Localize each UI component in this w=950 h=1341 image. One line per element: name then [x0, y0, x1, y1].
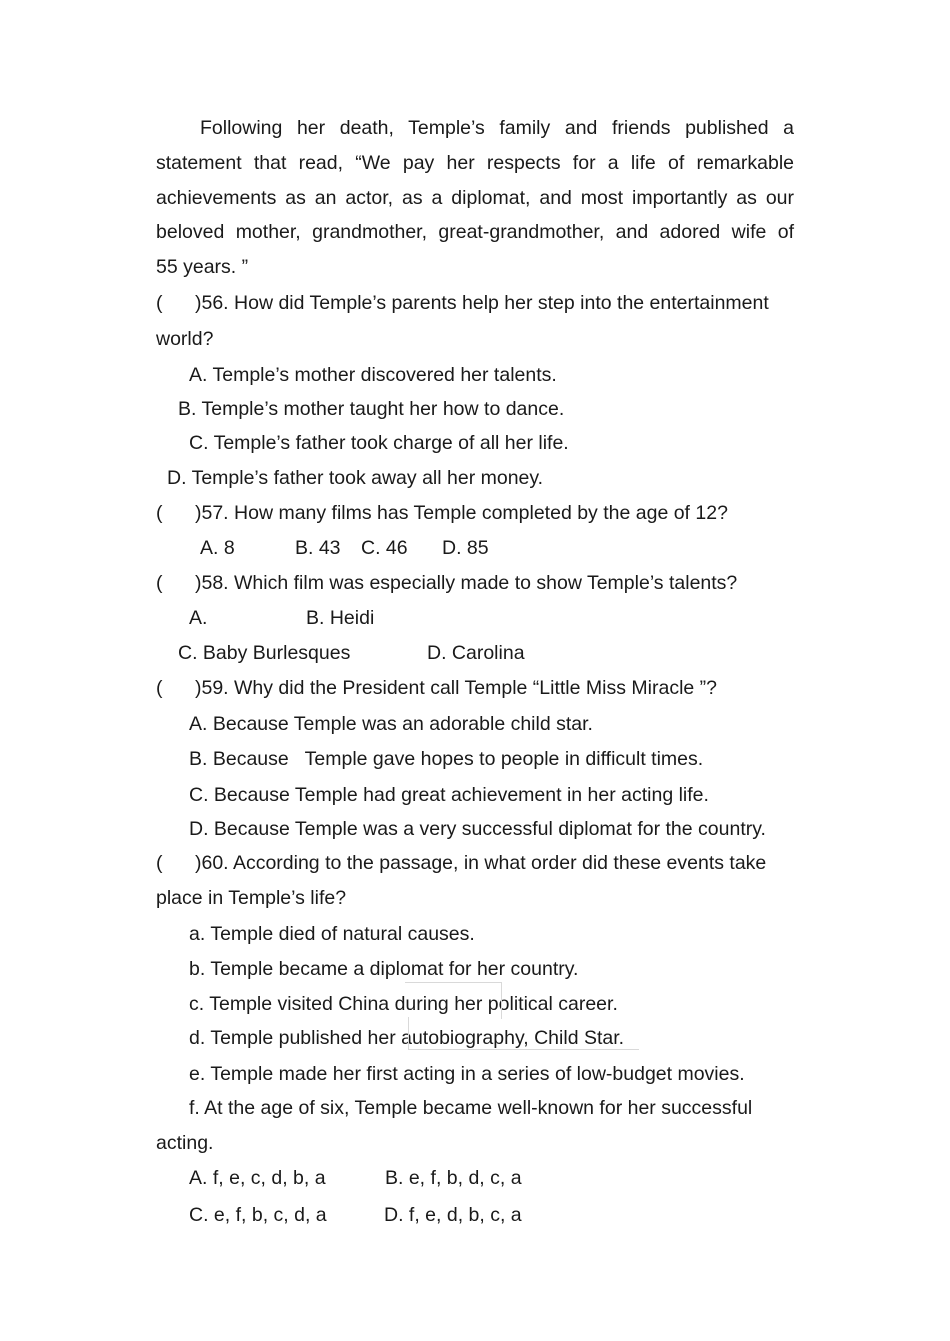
question-57-stem: ( )57. How many films has Temple completed by the age of 12?: [156, 502, 728, 524]
passage-line-4: beloved mother, grandmother, great-grandmother, and adored wife of: [156, 221, 794, 243]
question-58-option-b: B. Heidi: [306, 607, 375, 629]
question-58-stem: ( )58. Which film was especially made to show Temple’s talents?: [156, 572, 738, 594]
passage-line-5: 55 years. ”: [156, 256, 249, 278]
question-58-option-d: D. Carolina: [427, 642, 525, 664]
question-59-option-b: B. Because Temple gave hopes to people in difficult times.: [189, 748, 704, 770]
question-59-stem: ( )59. Why did the President call Temple “Little Miss Miracle ”?: [156, 677, 717, 699]
question-56-option-b: B. Temple’s mother taught her how to dance.: [178, 398, 565, 420]
question-60-event-f: f. At the age of six, Temple became well-known for her successful: [189, 1097, 753, 1119]
question-60-option-d: D. f, e, d, b, c, a: [384, 1204, 522, 1226]
question-56-option-a: A. Temple’s mother discovered her talents.: [189, 364, 557, 386]
passage-line-2: statement that read, “We pay her respects for a life of remarkable: [156, 152, 794, 174]
question-56-stem-cont: world?: [156, 328, 214, 350]
question-60-event-f-cont: acting.: [156, 1132, 214, 1154]
question-60-event-d: d. Temple published her autobiography, Child Star.: [189, 1027, 625, 1049]
passage-line-3: achievements as an actor, as a diplomat, and most importantly as our: [156, 187, 794, 209]
question-60-option-b: B. e, f, b, d, c, a: [385, 1167, 522, 1189]
question-56-stem: ( )56. How did Temple’s parents help her step into the entertainment: [156, 292, 769, 314]
question-56-option-d: D. Temple’s father took away all her money.: [167, 467, 544, 489]
question-59-option-a: A. Because Temple was an adorable child star.: [189, 713, 593, 735]
question-57-option-b: B. 43: [295, 537, 341, 559]
question-57-option-a: A. 8: [200, 537, 235, 559]
question-60-option-a: A. f, e, c, d, b, a: [189, 1167, 326, 1189]
question-60-event-b: b. Temple became a diplomat for her country.: [189, 958, 579, 980]
question-60-stem-cont: place in Temple’s life?: [156, 887, 347, 909]
question-60-event-c: c. Temple visited China during her political career.: [189, 993, 618, 1015]
question-58-option-a: A.: [189, 607, 208, 629]
passage-line-1: Following her death, Temple’s family and friends published a: [200, 117, 794, 139]
question-57-option-d: D. 85: [442, 537, 489, 559]
question-56-option-c: C. Temple’s father took charge of all her life.: [189, 432, 569, 454]
question-58-option-c: C. Baby Burlesques: [178, 642, 351, 664]
question-60-option-c: C. e, f, b, c, d, a: [189, 1204, 327, 1226]
question-57-option-c: C. 46: [361, 537, 408, 559]
question-60-event-e: e. Temple made her first acting in a series of low-budget movies.: [189, 1063, 745, 1085]
question-59-option-c: C. Because Temple had great achievement in her acting life.: [189, 784, 709, 806]
question-59-option-d: D. Because Temple was a very successful diplomat for the country.: [189, 818, 766, 840]
question-60-stem: ( )60. According to the passage, in what order did these events take: [156, 852, 767, 874]
question-60-event-a: a. Temple died of natural causes.: [189, 923, 475, 945]
